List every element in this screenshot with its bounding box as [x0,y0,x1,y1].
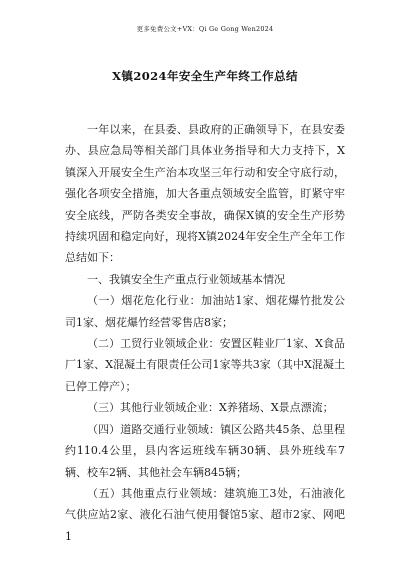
section-heading: 一、我镇安全生产重点行业领域基本情况 [87,272,285,286]
body-paragraph: （三）其他行业领域企业：X养猪场、X景点漂流； [87,401,334,415]
body-paragraph: （二）工贸行业领域企业：安置区鞋业厂1家、X食品厂1家、X混凝土有限责任公司1家等共3家（其中X混凝土已停工停产）； [65,337,345,393]
body-paragraph: （四）道路交通行业领域：镇区公路共45条、总里程约110.4公里，县内客运班线车辆30辆、县外班线车7辆、校车2辆、其他社会车辆845辆； [65,422,345,479]
document-title: X镇2024年安全生产年终工作总结 [112,69,298,83]
intro-paragraph: 一年以来，在县委、县政府的正确领导下，在县安委办、县应急局等相关部门具体业务指导和大力支持下，X镇深入开展安全生产治本攻坚三年行动和安全守底行动，强化各项安全措施，加大各重点领域安全监管，盯紧守牢安全底线，严防各类安全事故，确保X镇的安全生产形势持续巩固和稳定向好，现将X镇2024年安全生产全年工作总结如下： [65,123,345,265]
header-note: 更多免费公文+VX：Qi Ge Gong Wen2024 [136,25,274,33]
body-paragraph: （一）烟花危化行业：加油站1家、烟花爆竹批发公司1家、烟花爆竹经营零售店8家； [65,294,345,329]
document-body [65,119,345,547]
body-paragraph: （五）其他重点行业领域：建筑施工3处，石油液化气供应站2家、液化石油气使用餐馆5家、超市2家、网吧1 [65,486,345,543]
